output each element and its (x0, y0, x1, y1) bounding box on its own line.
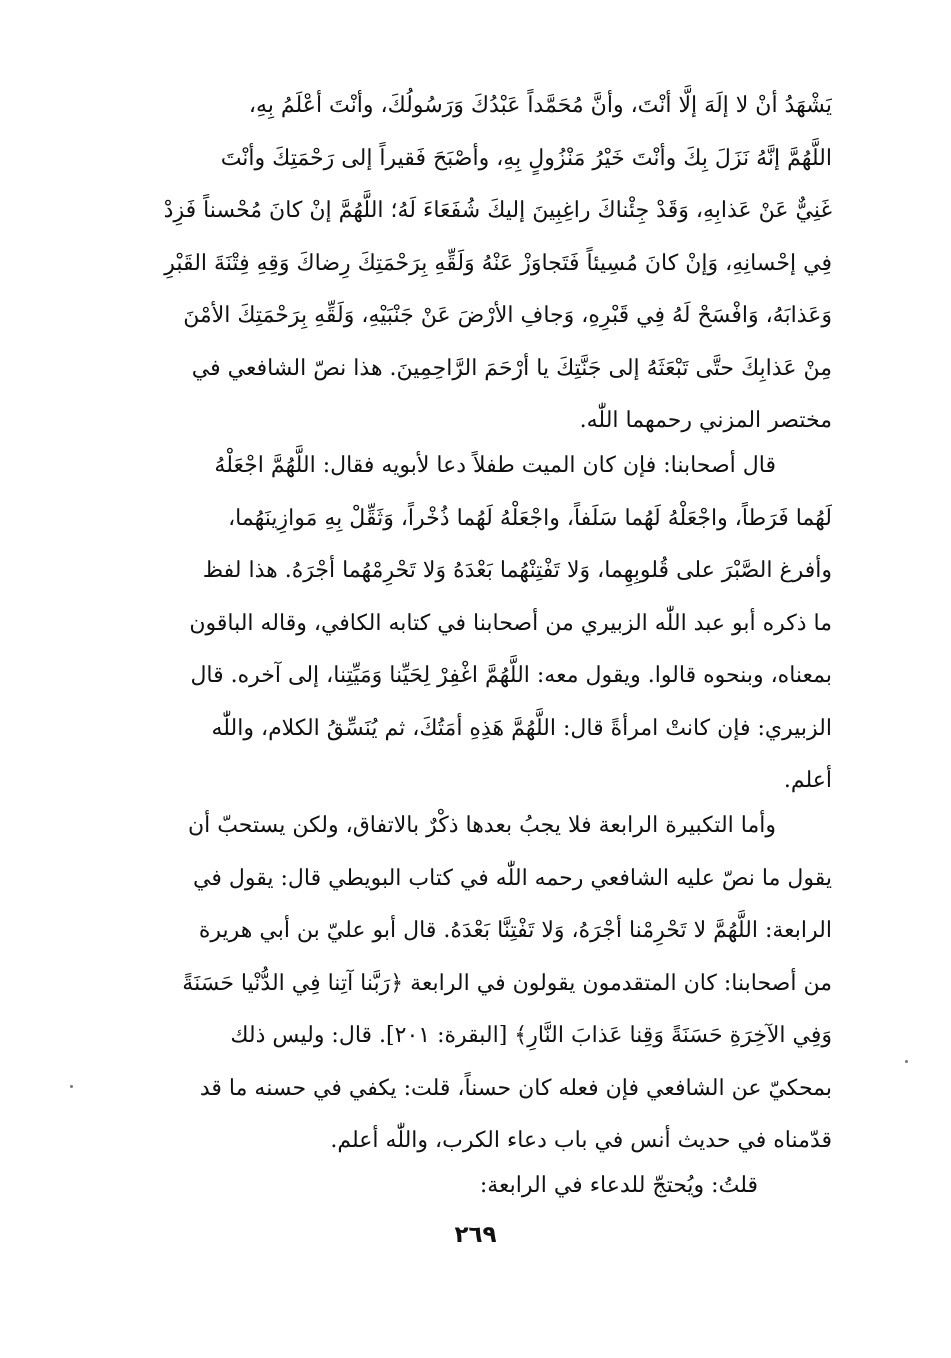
paragraph-4 (132, 1160, 832, 1213)
text-line: قدّمناه في حديث أنس في باب دعاء الكرب، واللّٰه أعلم. (330, 1128, 832, 1153)
text-line: أعلم. (783, 768, 832, 793)
text-line: فِي إحْسانِهِ، وَإنْ كانَ مُسِيئاً فَتَجاوَزْ عَنْهُ وَلَقِّهِ بِرَحْمَتِكَ رِضاكَ وَقِهِ فِتْنَةَ القَبْرِ (164, 250, 832, 276)
text-line: وأما التكبيرة الرابعة فلا يجبُ بعدها ذكْرٌ بالاتفاق، ولكن يستحبّ أن (187, 813, 776, 838)
text-line: قلتُ: ويُحتجّ للدعاء في الرابعة: (479, 1173, 758, 1198)
text-line: يقول ما نصّ عليه الشافعي رحمه اللّٰه في كتاب البويطي قال: يقول في (193, 865, 832, 891)
text-line: ما ذكره أبو عبد اللّٰه الزبيري من أصحابنا في كتابه الكافي، وقاله الباقون (189, 610, 832, 636)
text-line: غَنِيٌّ عَنْ عَذابِهِ، وَقَدْ جِئْناكَ راغِبِينَ إليكَ شُفَعَاءَ لَهُ؛ اللَّهُمَّ إنْ كانَ مُحْسناً فَزِدْ (163, 198, 832, 223)
text-line: مِنْ عَذابِكَ حتَّى تَبْعَثَهُ إلى جَنَّتِكَ يا أرْحَمَ الرَّاحِمِينَ. هذا نصّ الشافعي في (191, 355, 832, 381)
scan-speck (70, 1085, 73, 1088)
text-line: الزبيري: فإن كانتْ امرأةً قال: اللَّهُمَّ هَذِهِ أمَتُكَ، ثم يُنَسِّقُ الكلام، واللّٰه (211, 715, 832, 741)
text-line: مختصر المزني رحمهما اللّٰه. (579, 408, 832, 433)
text-line: بمحكيّ عن الشافعي فإن فعله كان حسناً، قلت: يكفي في حسنه ما قد (199, 1075, 832, 1101)
text-line: بمعناه، وبنحوه قالوا. ويقول معه: اللَّهُمَّ اغْفِرْ لِحَيِّنا وَمَيِّتِنا، إلى آخره. قال (190, 663, 832, 688)
text-line: اللَّهُمَّ إنَّهُ نَزَلَ بِكَ وأنْتَ خَيْرُ مَنْزُولٍ بِهِ، وأصْبَحَ فَقيراً إلى رَحْمَتِكَ وأنْتَ (220, 145, 832, 171)
text-line: وَفِي الآخِرَةِ حَسَنَةً وَقِنا عَذابَ النَّارِ﴾ [البقرة: ٢٠١]. قال: وليس ذلك (230, 1023, 832, 1048)
text-line: من أصحابنا: كان المتقدمون يقولون في الرابعة ﴿رَبَّنا آتِنا فِي الدُّنْيا حَسَنَةً (182, 970, 832, 996)
paragraph-2 (132, 440, 832, 808)
text-line: لَهُما فَرَطاً، واجْعَلْهُ لَهُما سَلَفاً، واجْعَلْهُ لَهُما ذُخْراً، وَثَقِّلْ بِهِ مَوازِينَهُما، (228, 505, 832, 531)
paragraph-1 (132, 80, 832, 448)
text-line: وأفرغ الصَّبْرَ على قُلوبِهِما، وَلا تَفْتِنْهُما بَعْدَهُ وَلا تَحْرِمْهُما أجْرَهُ. هذا لفظ (202, 558, 832, 583)
page-number: ٢٦٩ (454, 1222, 497, 1248)
paragraph-3 (132, 800, 832, 1168)
scan-speck (905, 1060, 908, 1063)
text-line: يَشْهَدُ أنْ لا إلَهَ إلَّا أنْتَ، وأنَّ مُحَمَّداً عَبْدُكَ وَرَسُولُكَ، وأنْتَ أعْلَمُ بِهِ، (248, 93, 832, 118)
text-line: الرابعة: اللَّهُمَّ لا تَحْرِمْنا أجْرَهُ، وَلا تَفْتِنَّا بَعْدَهُ. قال أبو عليّ بن أبي هريرة (198, 918, 832, 943)
text-line: وَعَذابَهُ، وَافْسَحْ لَهُ فِي قَبْرِهِ، وَجافِ الأرْضَ عَنْ جَنْبَيْهِ، وَلَقِّهِ بِرَحْمَتِكَ الأمْنَ (183, 303, 832, 328)
text-line: قال أصحابنا: فإن كان الميت طفلاً دعا لأبويه فقال: اللَّهُمَّ اجْعَلْهُ (214, 453, 776, 478)
